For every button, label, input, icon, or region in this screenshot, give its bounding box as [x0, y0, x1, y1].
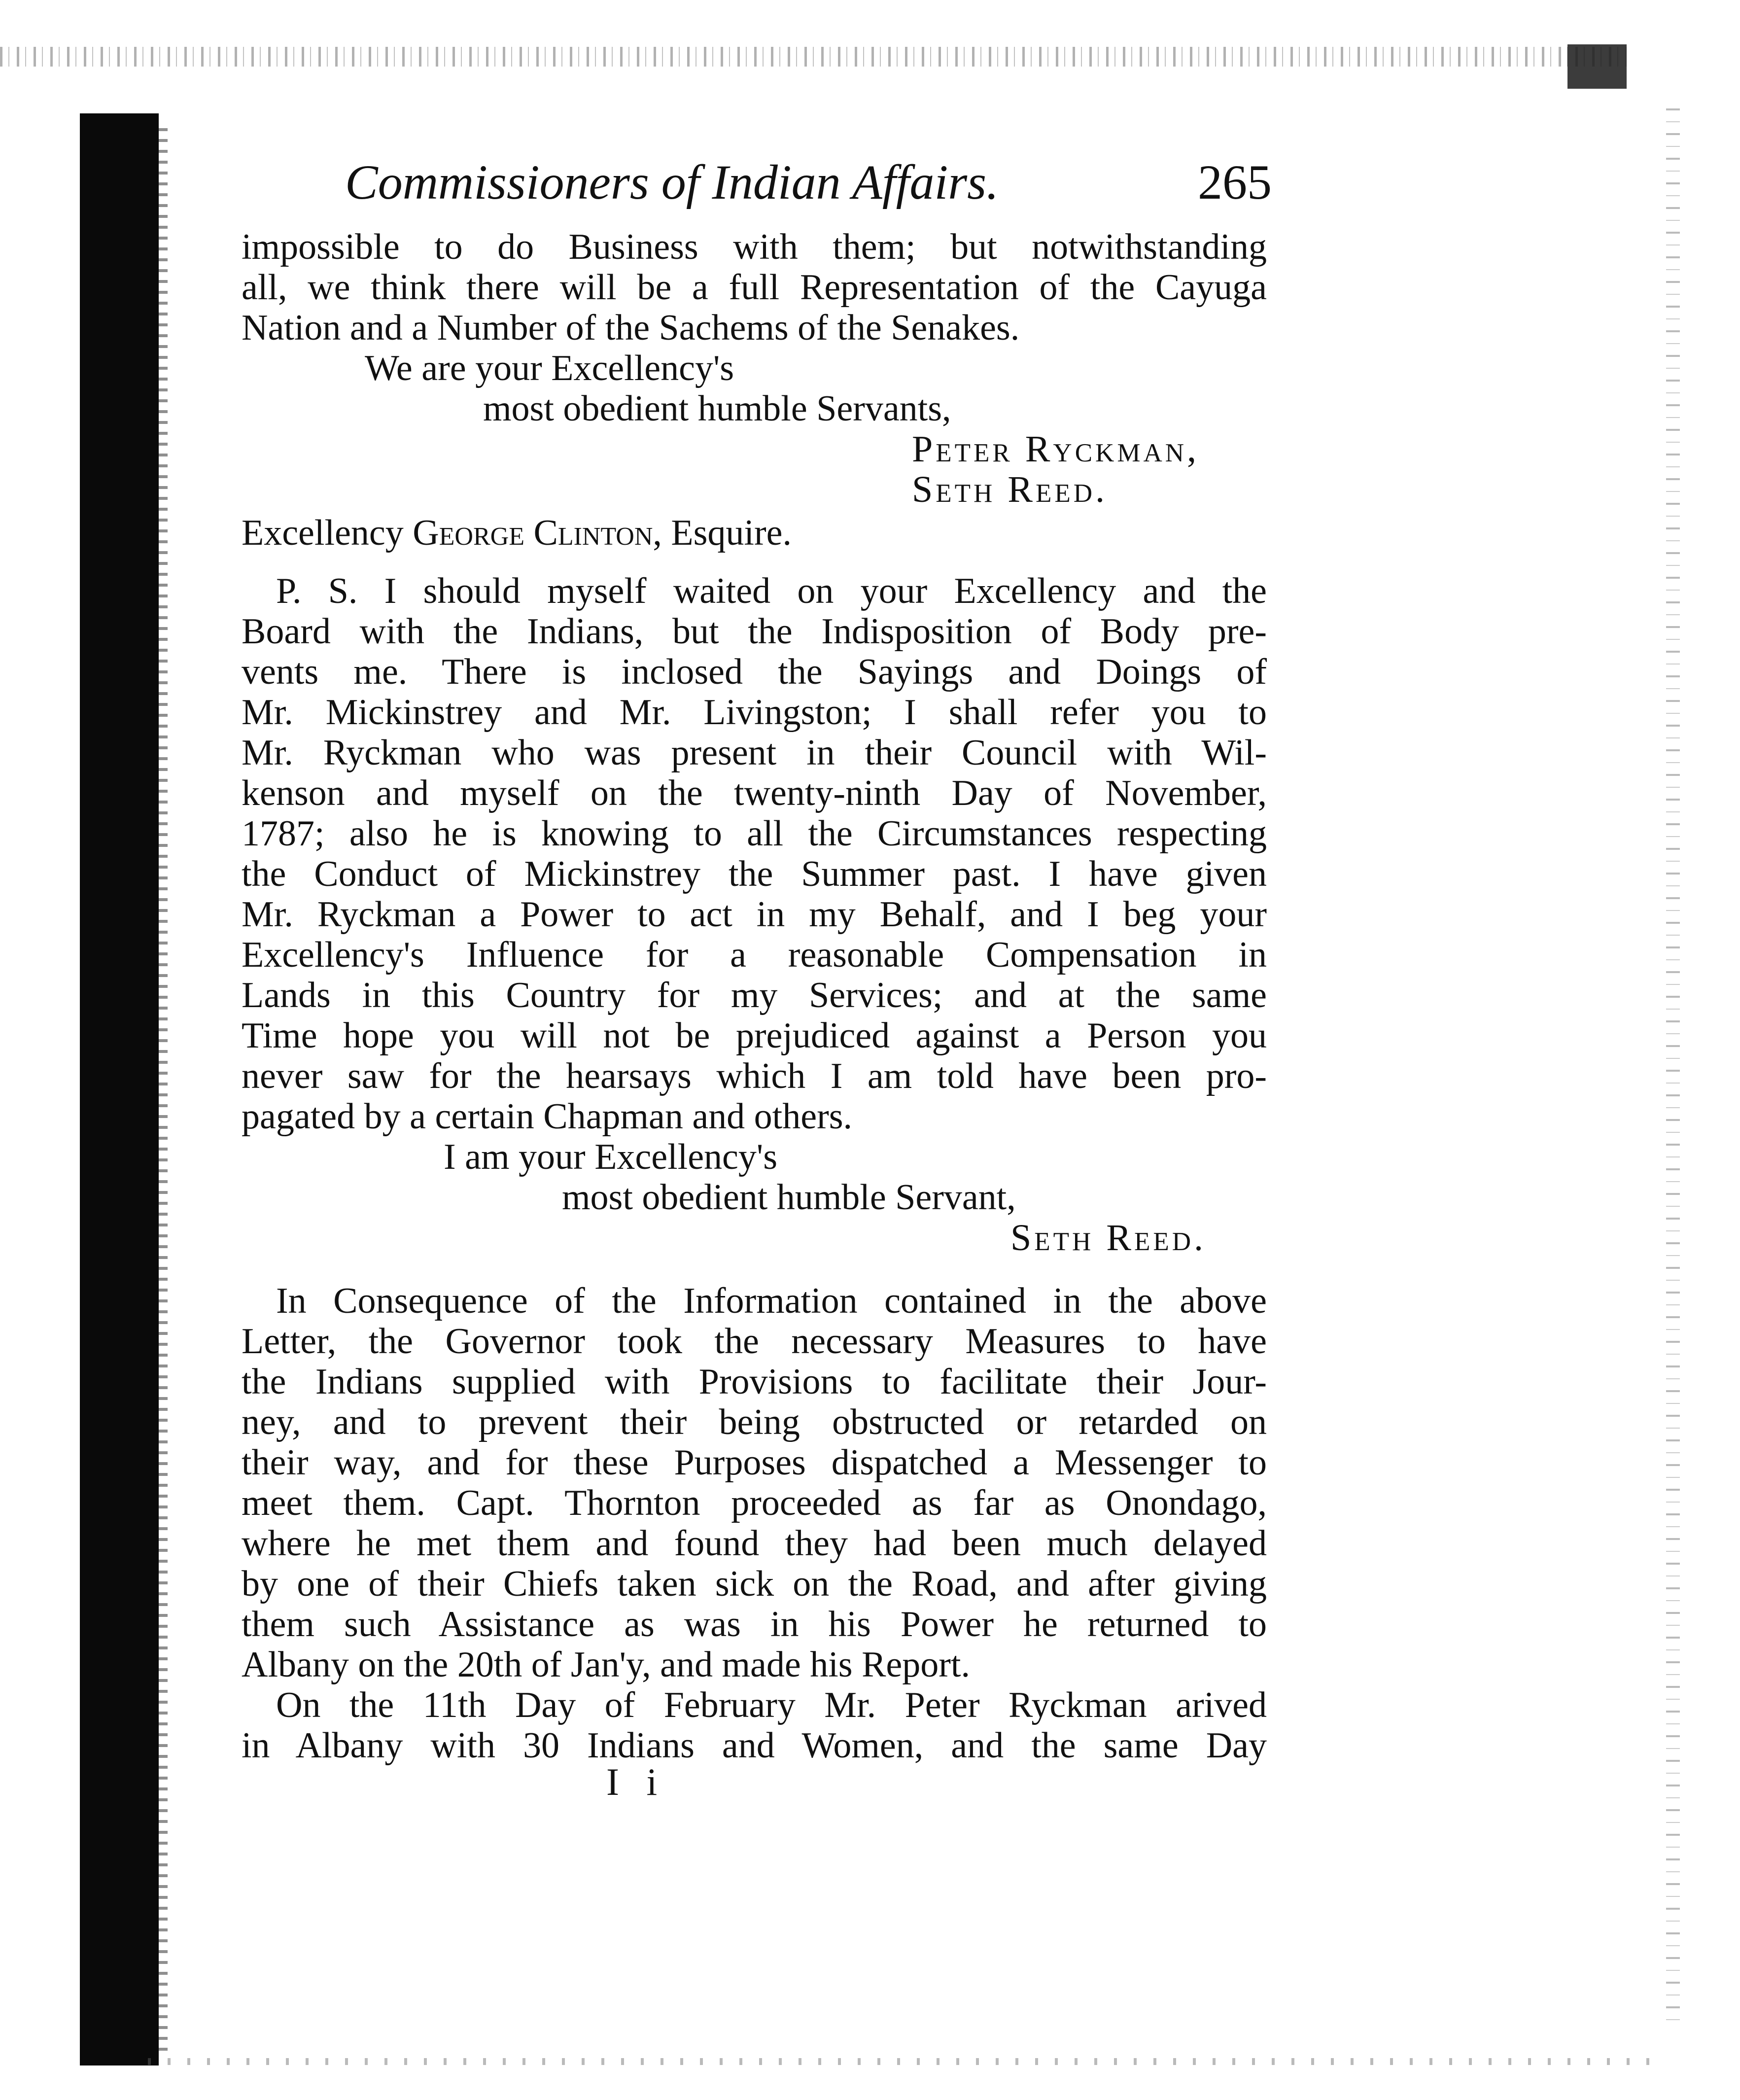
addressee-prefix: Excellency — [242, 513, 413, 553]
narrative-line: them such Assistance as was in his Power he returned to — [242, 1604, 1267, 1645]
running-head — [345, 148, 1272, 217]
narrative-line: where he met them and found they had been much delayed — [242, 1523, 1267, 1564]
narrative-line: in Albany with 30 Indians and Women, and the same Day — [242, 1725, 1267, 1766]
narrative-line: by one of their Chiefs taken sick on the Road, and after giving — [242, 1564, 1267, 1604]
postscript-line: Mr. Ryckman who was present in their Council with Wil- — [242, 733, 1267, 773]
postscript-line: 1787; also he is knowing to all the Circumstances respecting — [242, 813, 1267, 854]
postscript-line: P. S. I should myself waited on your Excellency and the — [276, 571, 1267, 611]
letter-closing: We are your Excellency's — [365, 348, 734, 388]
addressee-name: George Clinton — [413, 513, 653, 553]
postscript-line: Mr. Mickinstrey and Mr. Livingston; I shall refer you to — [242, 692, 1267, 733]
postscript-closing: I am your Excellency's — [444, 1137, 778, 1177]
letter-line: Nation and a Number of the Sachems of the Senakes. — [242, 308, 1020, 348]
postscript-line: Lands in this Country for my Services; and at the same — [242, 975, 1267, 1015]
narrative-line: their way, and for these Purposes dispatched a Messenger to — [242, 1442, 1267, 1483]
postscript-line: Mr. Ryckman a Power to act in my Behalf, and I beg your — [242, 894, 1267, 935]
narrative-line: ney, and to prevent their being obstructed or retarded on — [242, 1402, 1267, 1442]
postscript-line: the Conduct of Mickinstrey the Summer past. I have given — [242, 854, 1267, 894]
narrative-line: On the 11th Day of February Mr. Peter Ryckman arived — [276, 1685, 1267, 1725]
postscript-line: Time hope you will not be prejudiced against a Person you — [242, 1015, 1267, 1056]
postscript-signatory: Seth Reed. — [1010, 1217, 1207, 1259]
narrative-line: the Indians supplied with Provisions to facilitate their Jour- — [242, 1362, 1267, 1402]
letter-signatory: Seth Reed. — [912, 469, 1108, 510]
letter-closing: most obedient humble Servants, — [483, 388, 951, 429]
postscript-line: Board with the Indians, but the Indisposition of Body pre- — [242, 611, 1267, 652]
narrative-line: Albany on the 20th of Jan'y, and made his Report. — [242, 1645, 970, 1685]
addressee-suffix: , Esquire. — [653, 513, 792, 553]
running-title: Commissioners of Indian Affairs. — [345, 155, 999, 210]
postscript-line: never saw for the hearsays which I am told have been pro- — [242, 1056, 1267, 1096]
postscript-line: vents me. There is inclosed the Sayings and Doings of — [242, 652, 1267, 692]
letter-addressee — [242, 513, 792, 553]
narrative-line: In Consequence of the Information contained in the above — [276, 1281, 1267, 1321]
signature-catchword: I i — [606, 1760, 666, 1803]
narrative-line: Letter, the Governor took the necessary Measures to have — [242, 1321, 1267, 1362]
postscript-closing: most obedient humble Servant, — [562, 1177, 1016, 1218]
postscript-line: pagated by a certain Chapman and others. — [242, 1096, 853, 1137]
page-number: 265 — [1198, 155, 1272, 210]
postscript-line: Excellency's Influence for a reasonable Compensation in — [242, 935, 1267, 975]
postscript-line: kenson and myself on the twenty-ninth Day of November, — [242, 773, 1267, 813]
letter-line: all, we think there will be a full Representation of the Cayuga — [242, 267, 1267, 308]
letter-line: impossible to do Business with them; but notwithstanding — [242, 227, 1267, 267]
narrative-line: meet them. Capt. Thornton proceeded as far as Onondago, — [242, 1483, 1267, 1523]
letter-signatory: Peter Ryckman, — [912, 428, 1200, 470]
